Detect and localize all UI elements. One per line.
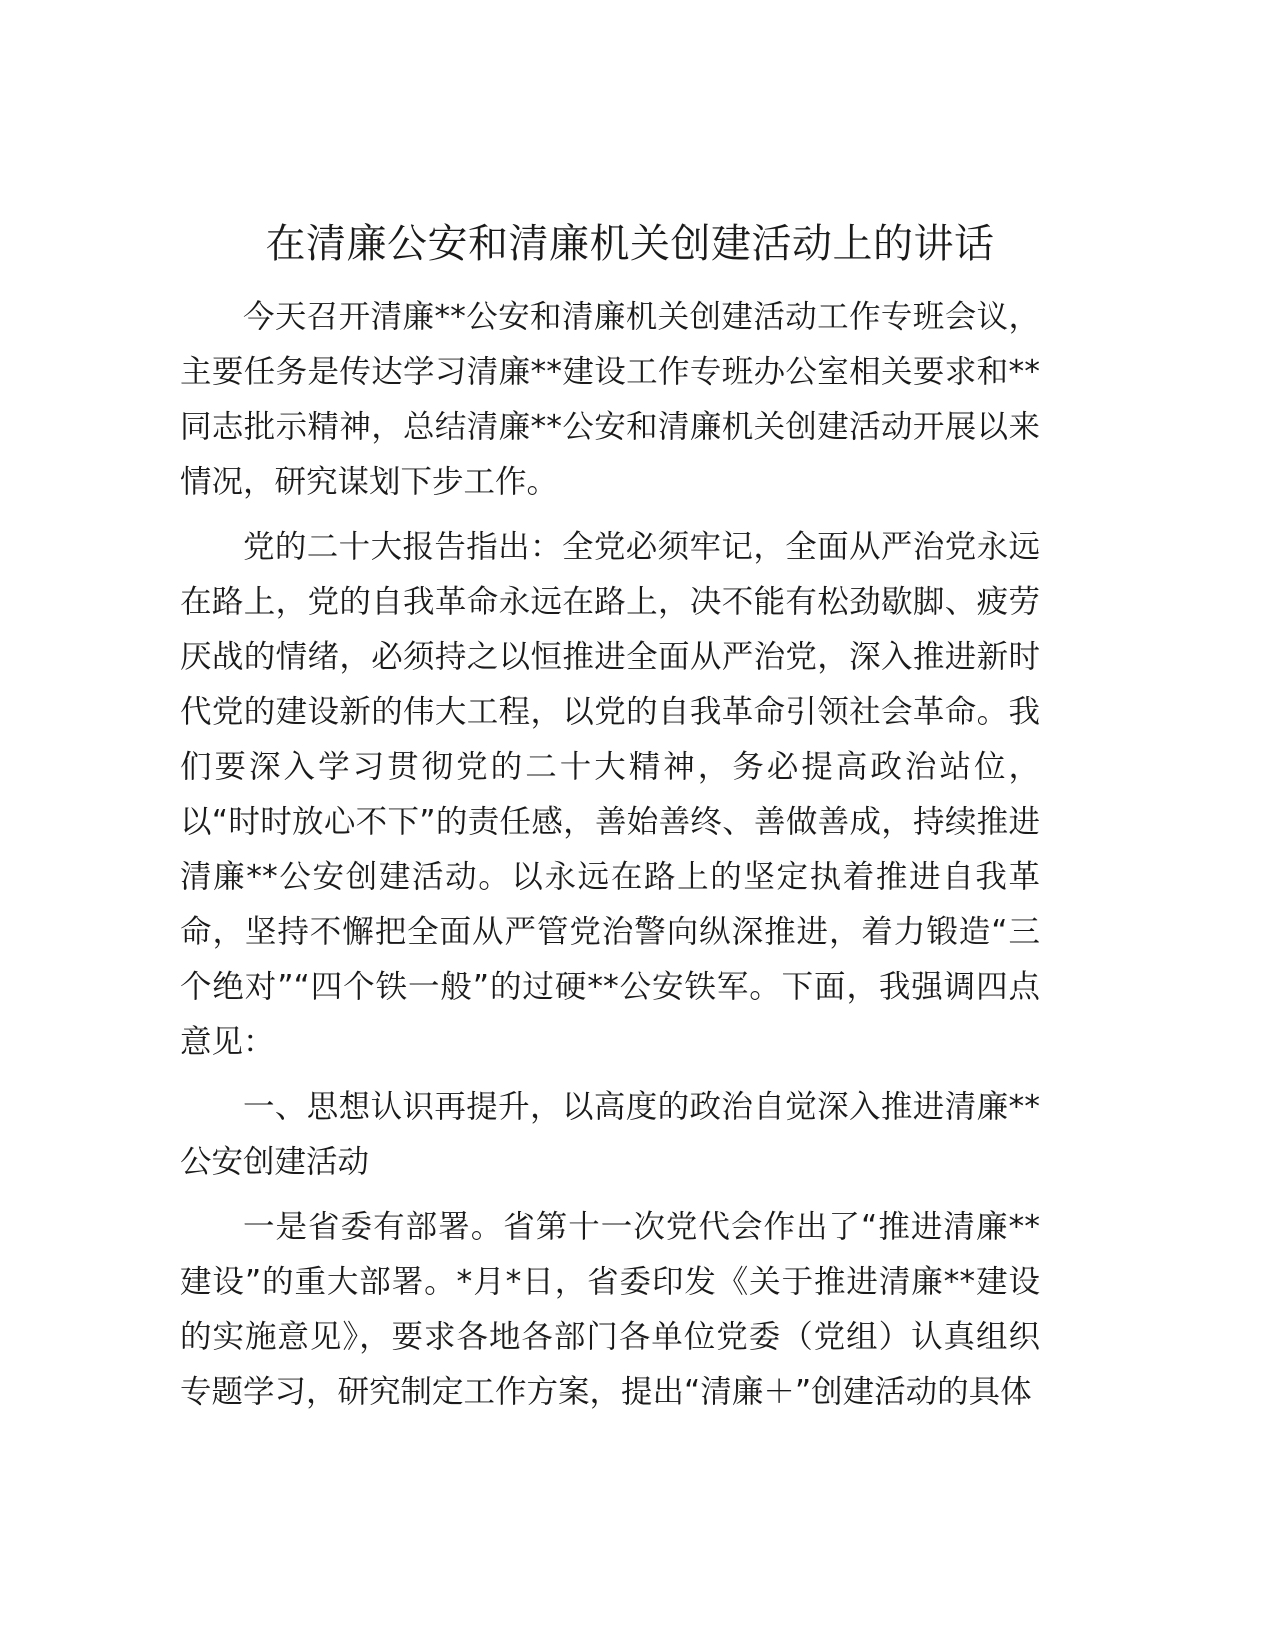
section-heading-one: 一、思想认识再提升，以高度的政治自觉深入推进清廉**公安创建活动 (180, 1089, 1040, 1180)
document-title: 在清廉公安和清廉机关创建活动上的讲话 (265, 221, 995, 267)
paragraph-provincial-deployment: 一是省委有部署。省第十一次党代会作出了“推进清廉**建设”的重大部署。*月*日，省委印发《关于推进清廉**建设的实施意见》，要求各地各部门各单位党委（党组）认真组织专题学习，研究制定工作方案，提出“清廉＋”创建活动的具体 (180, 1209, 1040, 1410)
paragraph-meeting-purpose: 今天召开清廉**公安和清廉机关创建活动工作专班会议，主要任务是传达学习清廉**建设工作专班办公室相关要求和**同志批示精神，总结清廉**公安和清廉机关创建活动开展以来情况，研究谋划下步工作。 (180, 299, 1040, 500)
document-body (180, 290, 1040, 1430)
paragraph-party-congress-report: 党的二十大报告指出：全党必须牢记，全面从严治党永远在路上，党的自我革命永远在路上，决不能有松劲歇脚、疲劳厌战的情绪，必须持之以恒推进全面从严治党，深入推进新时代党的建设新的伟大工程，以党的自我革命引领社会革命。我们要深入学习贯彻党的二十大精神，务必提高政治站位，以“时时放心不下”的责任感，善始善终、善做善成，持续推进清廉**公安创建活动。以永远在路上的坚定执着推进自我革命，坚持不懈把全面从严管党治警向纵深推进，着力锻造“三个绝对”“四个铁一般”的过硬**公安铁军。下面，我强调四点意见： (180, 529, 1040, 1060)
